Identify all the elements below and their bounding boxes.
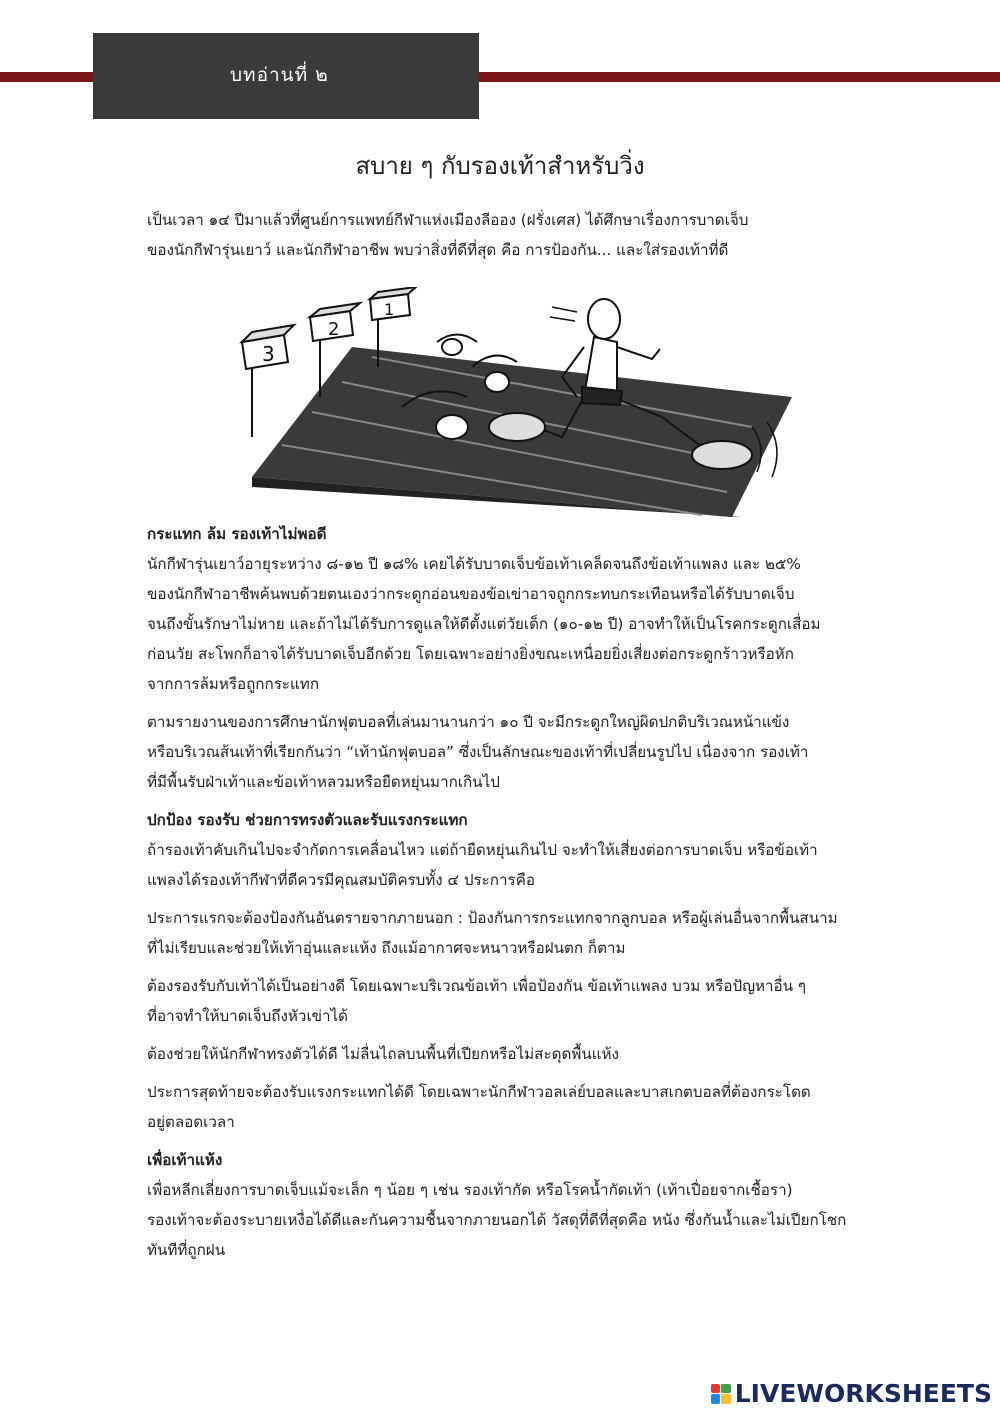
section-heading-impact: กระแทก ล้ม รองเท้าไม่พอดี <box>147 525 327 543</box>
logo-text: LIVEWORKSHEETS <box>734 1379 992 1408</box>
text-line: แพลงได้รองเท้ากีฬาที่ดีควรมีคุณสมบัติครบทั้ง ๔ ประการคือ <box>147 871 535 889</box>
logo-square <box>711 1394 721 1404</box>
section2-paragraph-1 <box>147 835 892 895</box>
intro-line: ของนักกีฬารุ่นเยาว์ และนักกีฬาอาชีพ พบว่าสิ่งที่ดีที่สุด คือ การป้องกัน... และใส่รองเท้าที่ดี <box>147 241 729 259</box>
lane-number-1: 1 <box>384 300 395 319</box>
logo-badge-icon <box>711 1384 731 1404</box>
text-line: ที่มีพื้นรับฝ่าเท้าและข้อเท้าหลวมหรือยืดหยุ่นมากเกินไป <box>147 773 500 791</box>
liveworksheets-logo[interactable] <box>711 1379 992 1408</box>
swimmer-runner-illustration <box>232 287 792 517</box>
section2-paragraph-3 <box>147 971 892 1031</box>
text-line: ประการแรกจะต้องป้องกันอันตรายจากภายนอก : ป้องกันการกระแทกจากลูกบอล หรือผู้เล่นอื่นจากพื้นสนาม <box>147 909 838 927</box>
section2-paragraph-4 <box>147 1039 892 1069</box>
text-line: ของนักกีฬาอาชีพค้นพบด้วยตนเองว่ากระดูกอ่อนของข้อเข่าอาจถูกกระทบกระเทือนหรือได้รับบาดเจ็บ <box>147 585 795 603</box>
text-line: จากการล้มหรือถูกกระแทก <box>147 675 320 693</box>
intro-line: เป็นเวลา ๑๔ ปีมาแล้วที่ศูนย์การแพทย์กีฬาแห่งเมืองลีออง (ฝรั่งเศส) ได้ศึกษาเรื่องการบาดเจ็บ <box>147 211 749 229</box>
lane-number-3: 3 <box>262 342 275 366</box>
logo-square <box>711 1384 721 1394</box>
text-line: ทันทีที่ถูกฝน <box>147 1241 226 1259</box>
text-line: ที่ไม่เรียบและช่วยให้เท้าอุ่นและแห้ง ถึงแม้อากาศจะหนาวหรือฝนตก ก็ตาม <box>147 939 626 957</box>
text-line: ต้องรองรับกับเท้าได้เป็นอย่างดี โดยเฉพาะบริเวณข้อเท้า เพื่อป้องกัน ข้อเท้าแพลง บวม หรือปัญหาอื่น ๆ <box>147 977 807 995</box>
text-line: อยู่ตลอดเวลา <box>147 1113 235 1131</box>
section3-paragraph-1 <box>147 1175 892 1265</box>
text-line: หรือบริเวณส้นเท้าที่เรียกกันว่า “เท้านักฟุตบอล” ซึ่งเป็นลักษณะของเท้าที่เปลี่ยนรูปไป เนื่องจาก รองเท้า <box>147 743 809 761</box>
text-line: ประการสุดท้ายจะต้องรับแรงกระแทกได้ดี โดยเฉพาะนักกีฬาวอลเล่ย์บอลและบาสเกตบอลที่ต้องกระโดด <box>147 1083 811 1101</box>
intro-paragraph <box>147 205 892 265</box>
section1-paragraph-2 <box>147 707 892 797</box>
text-line: รองเท้าจะต้องระบายเหงื่อได้ดีและกันความชื้นจากภายนอกได้ วัสดุที่ดีที่สุดคือ หนัง ซึ่งกันน้ำและไม่เปียกโชก <box>147 1211 847 1229</box>
article-body <box>147 205 892 1273</box>
section-heading-protect: ปกป้อง รองรับ ช่วยการทรงตัวและรับแรงกระแทก <box>147 811 468 829</box>
logo-square <box>721 1394 731 1404</box>
text-line: ตามรายงานของการศึกษานักฟุตบอลที่เล่นมานานกว่า ๑๐ ปี จะมีกระดูกใหญ่ผิดปกติบริเวณหน้าแข้ง <box>147 713 790 731</box>
reading-number-label: บทอ่านที่ ๒ <box>230 64 329 86</box>
text-line: นักกีฬารุ่นเยาว์อายุระหว่าง ๘-๑๒ ปี ๑๘% เคยได้รับบาดเจ็บข้อเท้าเคล็ดจนถึงข้อเท้าแพลง และ ๒๕% <box>147 555 801 573</box>
section1-paragraph-1 <box>147 549 892 699</box>
page-title: สบาย ๆ กับรองเท้าสำหรับวิ่ง <box>355 152 645 180</box>
section2-paragraph-2 <box>147 903 892 963</box>
text-line: ก่อนวัย สะโพกก็อาจได้รับบาดเจ็บอีกด้วย โดยเฉพาะอย่างยิ่งขณะเหนื่อยยิ่งเสี่ยงต่อกระดูกร้าวหรือหัก <box>147 645 795 663</box>
text-line: ถ้ารองเท้าคับเกินไปจะจำกัดการเคลื่อนไหว แต่ถ้ายืดหยุ่นเกินไป จะทำให้เสี่ยงต่อการบาดเจ็บ หรือข้อเท้า <box>147 841 818 859</box>
text-line: ที่อาจทำให้บาดเจ็บถึงหัวเข่าได้ <box>147 1007 349 1025</box>
lane-number-2: 2 <box>328 319 340 340</box>
text-line: เพื่อหลีกเลี่ยงการบาดเจ็บแม้จะเล็ก ๆ น้อย ๆ เช่น รองเท้ากัด หรือโรคน้ำกัดเท้า (เท้าเปื่อยจากเชื้อรา) <box>147 1181 793 1199</box>
starting-block-3 <box>242 325 294 437</box>
text-line: จนถึงขั้นรักษาไม่หาย และถ้าไม่ได้รับการดูแลให้ดีตั้งแต่วัยเด็ก (๑๐-๑๒ ปี) อาจทำให้เป็นโรคกระดูกเสื่อม <box>147 615 821 633</box>
section-heading-dry-feet: เพื่อเท้าแห้ง <box>147 1151 223 1169</box>
section2-paragraph-5 <box>147 1077 892 1137</box>
text-line: ต้องช่วยให้นักกีฬาทรงตัวได้ดี ไม่ลื่นไถลบนพื้นที่เปียกหรือไม่สะดุดพื้นแห้ง <box>147 1045 619 1063</box>
logo-square <box>721 1384 731 1394</box>
